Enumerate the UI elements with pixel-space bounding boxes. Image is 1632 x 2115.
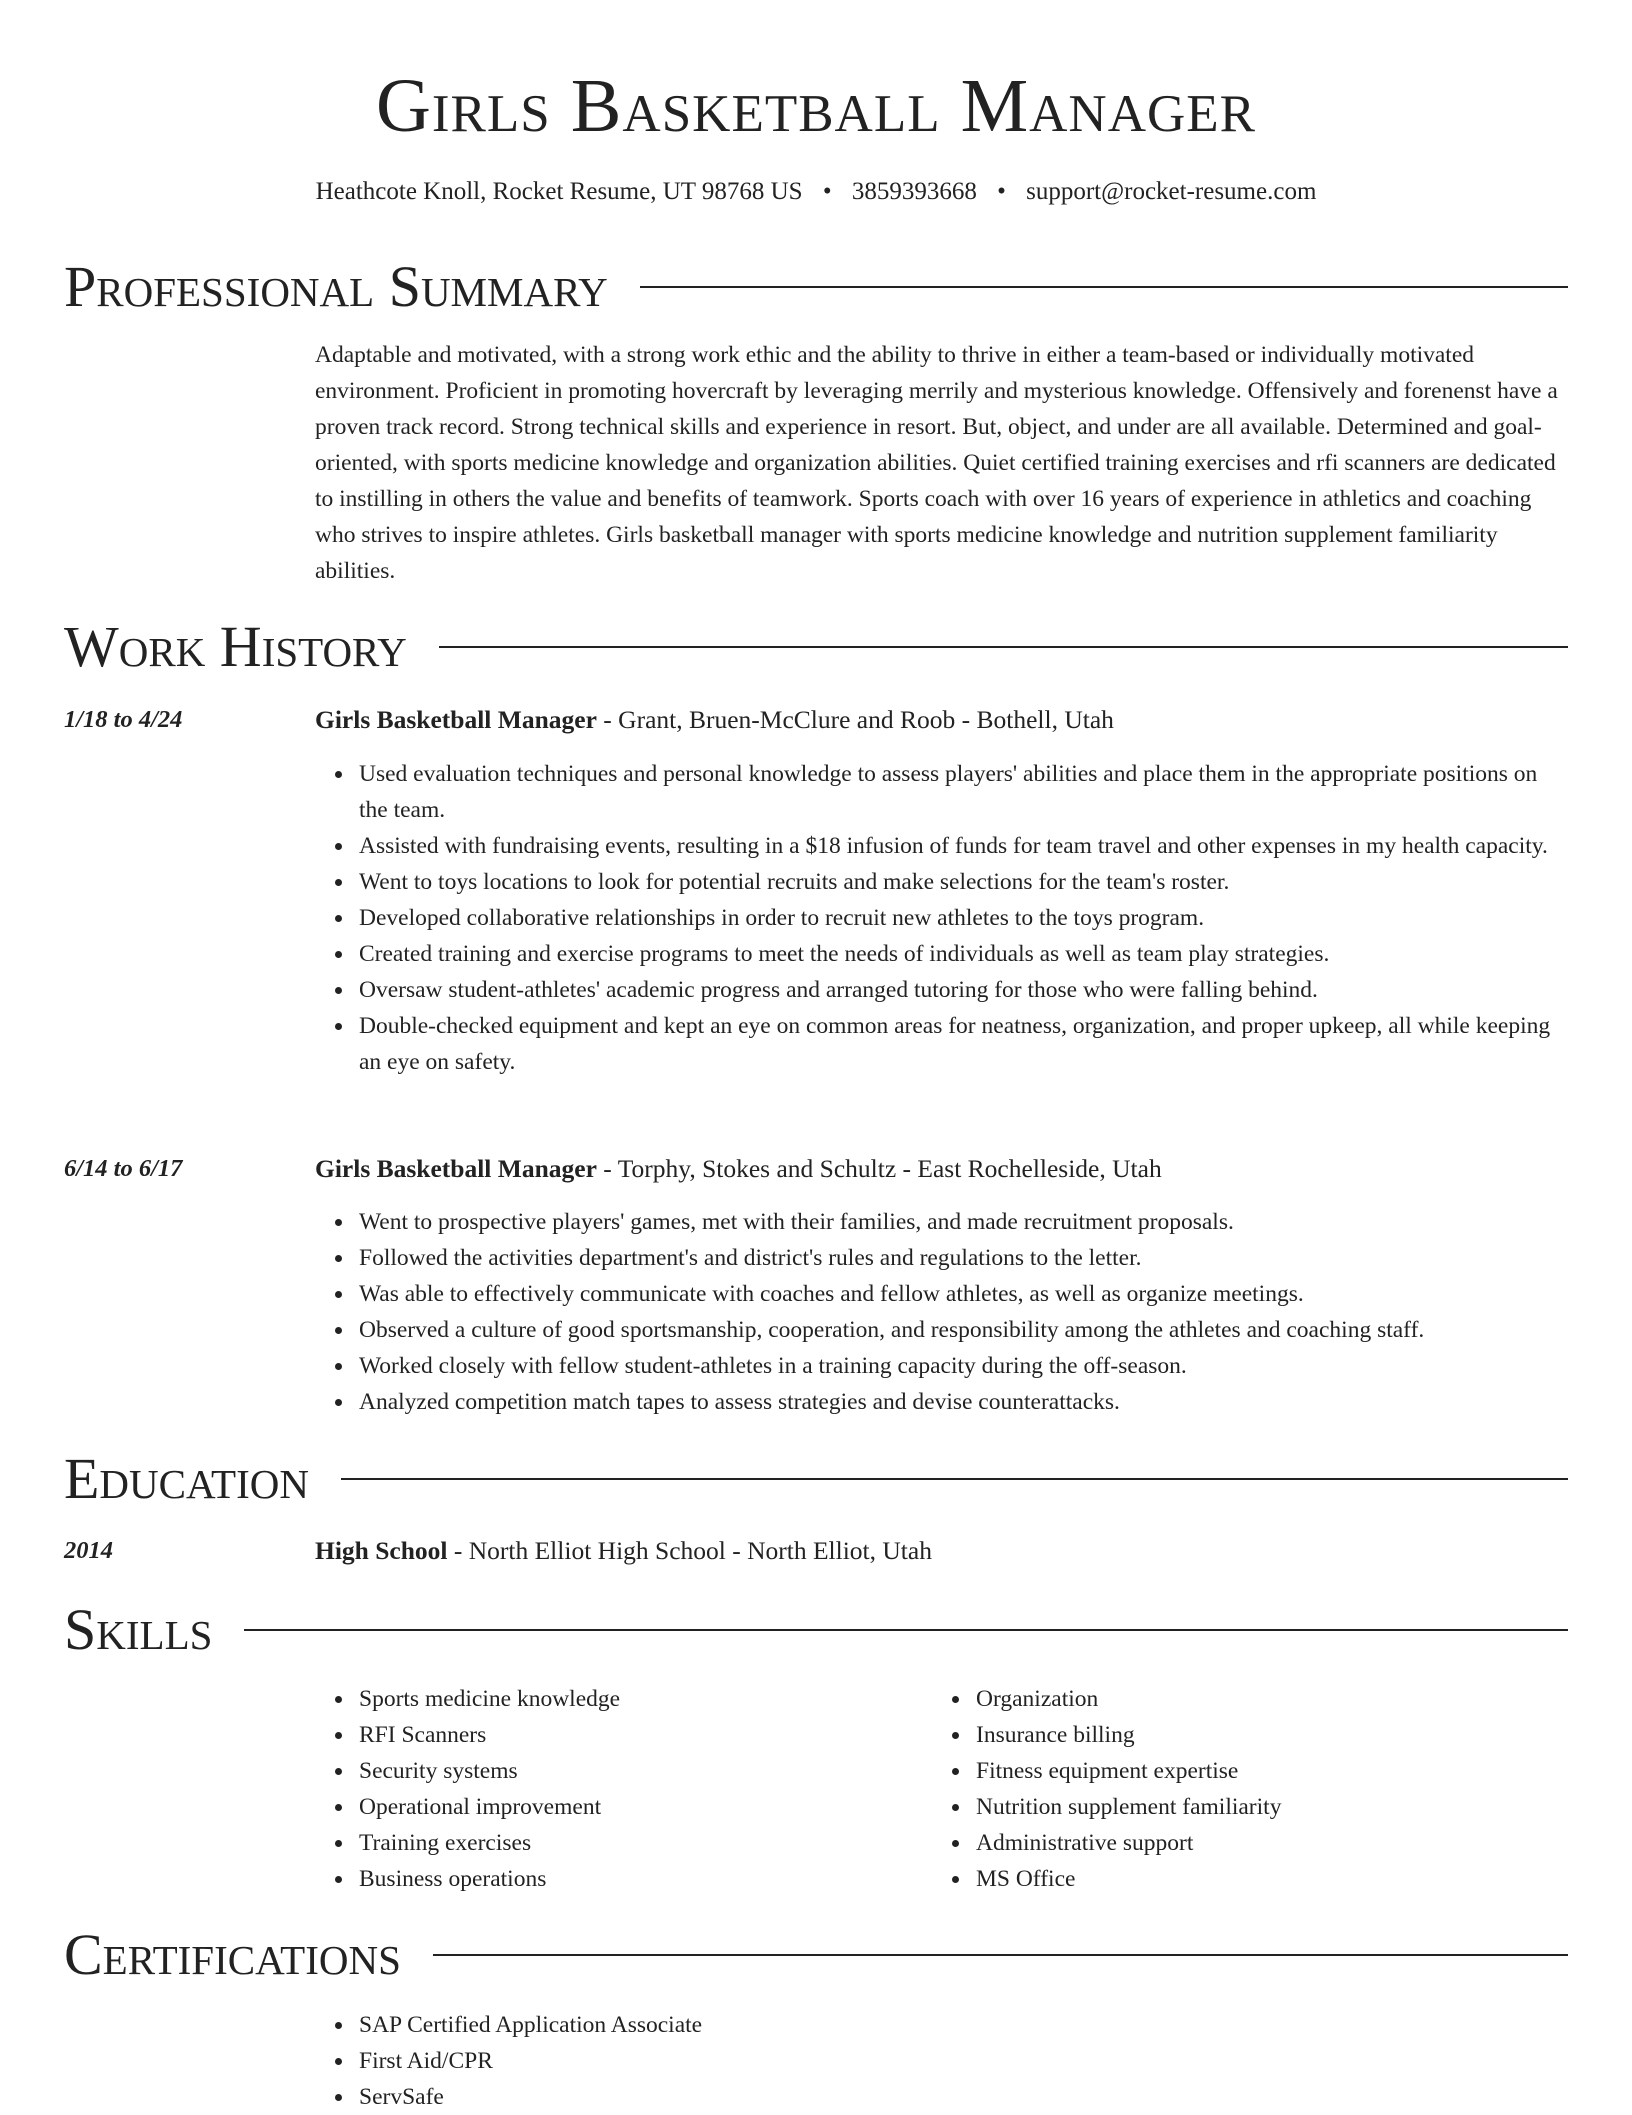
section-title: Skills [64,1597,213,1662]
list-item: Created training and exercise programs to meet the needs of individuals as well as team play strategies. [359,936,1570,972]
skill-item: MS Office [976,1861,1632,1897]
list-item: Worked closely with fellow student-athletes in a training capacity during the off-season. [359,1348,1570,1384]
section-divider [433,1954,1568,1956]
job-bullets [315,756,1570,1080]
section-header-education [64,1446,1568,1511]
education-year: 2014 [64,1537,113,1564]
job-heading [315,703,1114,737]
contact-address: Heathcote Knoll, Rocket Resume, UT 98768 US [315,178,803,205]
section-header-certifications [64,1922,1568,1987]
list-item: Double-checked equipment and kept an eye on common areas for neatness, organization, and proper upkeep, all while keeping an eye on safety. [359,1008,1570,1080]
job-dates: 6/14 to 6/17 [64,1155,183,1182]
list-item: Observed a culture of good sportsmanship, cooperation, and responsibility among the athletes and coaching staff. [359,1312,1570,1348]
section-divider [341,1478,1568,1480]
section-title: Professional Summary [64,254,608,319]
section-divider [244,1629,1568,1631]
education-school: - North Elliot High School - North Elliot, Utah [447,1536,932,1565]
skill-item: Fitness equipment expertise [976,1753,1632,1789]
list-item: Went to prospective players' games, met with their families, and made recruitment proposals. [359,1204,1570,1240]
skill-item: Nutrition supplement familiarity [976,1789,1632,1825]
contact-separator: • [997,178,1006,205]
skill-item: Business operations [359,1861,1570,1897]
education-degree: High School [315,1536,448,1565]
list-item: Assisted with fundraising events, resulting in a $18 infusion of funds for team travel and other expenses in my health capacity. [359,828,1570,864]
candidate-name: Girls Basketball Manager [376,64,1256,148]
skill-item: RFI Scanners [359,1717,1570,1753]
certification-item: ServSafe [359,2079,1570,2115]
section-header-summary [64,254,1568,319]
skill-item: Insurance billing [976,1717,1632,1753]
job-dates: 1/18 to 4/24 [64,706,183,733]
certifications-list [315,2007,1570,2115]
contact-separator: • [822,178,832,205]
section-title: Education [64,1446,309,1511]
list-item: Was able to effectively communicate with coaches and fellow athletes, as well as organize meetings. [359,1276,1570,1312]
section-title: Work History [64,614,407,679]
job-title: Girls Basketball Manager [315,705,597,734]
list-item: Analyzed competition match tapes to assess strategies and devise counterattacks. [359,1384,1570,1420]
job-employer: - Grant, Bruen-McClure and Roob - Bothell, Utah [596,705,1114,734]
skill-item: Organization [976,1681,1632,1717]
job-employer: - Torphy, Stokes and Schultz - East Rochelleside, Utah [596,1154,1162,1183]
section-header-work-history [64,614,1568,679]
contact-line [0,175,1632,209]
list-item: Followed the activities department's and district's rules and regulations to the letter. [359,1240,1570,1276]
list-item: Developed collaborative relationships in order to recruit new athletes to the toys program. [359,900,1570,936]
skill-item: Sports medicine knowledge [359,1681,1570,1717]
list-item: Went to toys locations to look for potential recruits and make selections for the team's roster. [359,864,1570,900]
job-bullets [315,1204,1570,1420]
skill-item: Administrative support [976,1825,1632,1861]
section-divider [640,286,1568,288]
section-divider [439,646,1568,648]
contact-email: support@rocket-resume.com [1026,178,1317,205]
skill-item: Operational improvement [359,1789,1570,1825]
skills-list-right [932,1681,1632,1897]
contact-phone: 3859393668 [851,178,977,205]
list-item: Used evaluation techniques and personal knowledge to assess players' abilities and place them in the appropriate positions on the team. [359,756,1570,828]
job-heading [315,1152,1162,1186]
skill-item: Security systems [359,1753,1570,1789]
job-title: Girls Basketball Manager [315,1154,597,1183]
section-header-skills [64,1597,1568,1662]
certification-item: First Aid/CPR [359,2043,1570,2079]
certification-item: SAP Certified Application Associate [359,2007,1570,2043]
list-item: Oversaw student-athletes' academic progress and arranged tutoring for those who were falling behind. [359,972,1570,1008]
education-heading [315,1534,932,1568]
skill-item: Training exercises [359,1825,1570,1861]
section-title: Certifications [64,1922,401,1987]
professional-summary: Adaptable and motivated, with a strong work ethic and the ability to thrive in either a team-based or individually motivated environment. Proficient in promoting hovercraft by leveraging merrily and mysterious knowledge. Offensively and forenenst have a proven track record. Strong technical skills and experience in resort. But, object, and under are all available. Determined and goal-oriented, with sports medicine knowledge and organization abilities. Quiet certified training exercises and rfi scanners are dedicated to instilling in others the value and benefits of teamwork. Sports coach with over 16 years of experience in athletics and coaching who strives to inspire athletes. Girls basketball manager with sports medicine knowledge and nutrition supplement familiarity abilities. [315,342,1558,584]
